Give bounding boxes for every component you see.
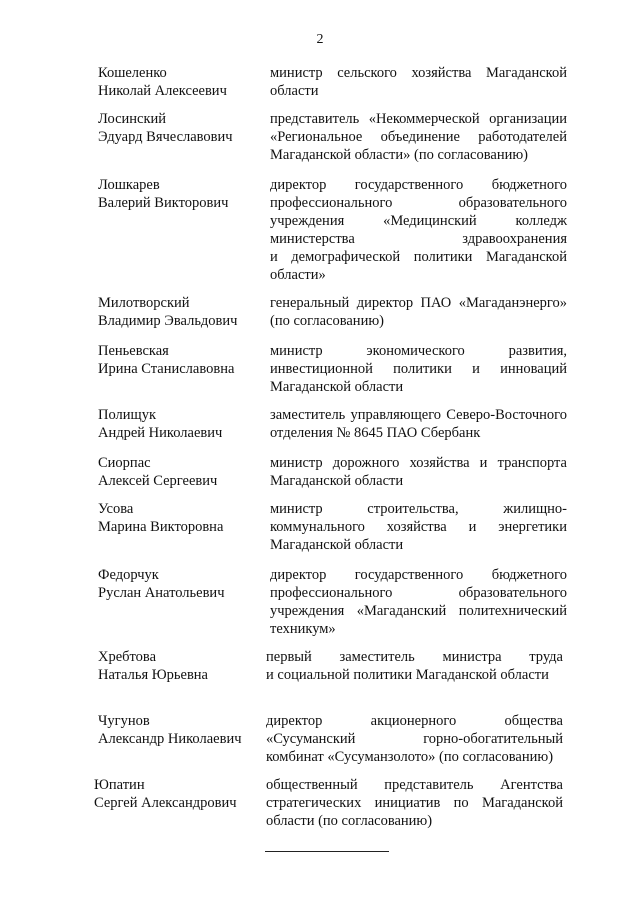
role-line: инвестиционной политики и инноваций: [270, 361, 567, 377]
member-name: [98, 176, 268, 212]
member-role: [270, 64, 567, 100]
member-role: [270, 454, 567, 490]
member-name: [98, 110, 268, 146]
member-given-name: Алексей Сергеевич: [98, 473, 218, 489]
role-line: Магаданской области» (по согласованию): [270, 147, 528, 163]
member-given-name: Андрей Николаевич: [98, 425, 223, 441]
member-surname: Лосинский: [98, 111, 167, 127]
member-surname: Хребтова: [98, 649, 157, 665]
member-given-name: Сергей Александрович: [94, 795, 237, 811]
role-line: министр сельского хозяйства Магаданской: [270, 65, 567, 81]
role-line: профессионального образовательного: [270, 195, 567, 211]
member-given-name: Валерий Викторович: [98, 195, 229, 211]
role-line: области»: [270, 267, 326, 283]
end-separator-line: [265, 851, 389, 852]
role-line: учреждения «Магаданский политехнический: [270, 603, 567, 619]
member-name: [98, 712, 268, 748]
member-role: [270, 406, 567, 442]
role-line: и демографической политики Магаданской: [270, 249, 567, 265]
member-role: [270, 294, 567, 330]
member-given-name: Руслан Анатольевич: [98, 585, 225, 601]
member-role: [270, 500, 567, 554]
member-surname: Чугунов: [98, 713, 150, 729]
member-given-name: Александр Николаевич: [98, 731, 242, 747]
role-line: представитель «Некоммерческой организации: [270, 111, 567, 127]
role-line: Магаданской области: [270, 379, 404, 395]
member-name: [98, 648, 268, 684]
role-line: Магаданской области: [270, 537, 404, 553]
member-name: [98, 566, 268, 602]
role-line: директор акционерного общества: [266, 713, 563, 729]
member-name: [94, 776, 264, 812]
member-role: [266, 712, 563, 766]
member-surname: Сиорпас: [98, 455, 151, 471]
member-name: [98, 64, 268, 100]
role-line: «Региональное объединение работодателей: [270, 129, 567, 145]
member-name: [98, 294, 268, 330]
role-line: стратегических инициатив по Магаданской: [266, 795, 563, 811]
member-name: [98, 500, 268, 536]
member-role: [266, 648, 563, 684]
role-line: отделения № 8645 ПАО Сбербанк: [270, 425, 481, 441]
member-name: [98, 454, 268, 490]
member-given-name: Эдуард Вячеславович: [98, 129, 233, 145]
role-line: области (по согласованию): [266, 813, 433, 829]
role-line: Магаданской области: [270, 473, 404, 489]
member-surname: Федорчук: [98, 567, 159, 583]
member-given-name: Ирина Станиславовна: [98, 361, 235, 377]
role-line: (по согласованию): [270, 313, 384, 329]
role-line: заместитель управляющего Северо-Восточного: [270, 407, 567, 423]
member-name: [98, 406, 268, 442]
member-given-name: Николай Алексеевич: [98, 83, 227, 99]
role-line: министр дорожного хозяйства и транспорта: [270, 455, 567, 471]
member-surname: Усова: [98, 501, 134, 517]
role-line: коммунального хозяйства и энергетики: [270, 519, 567, 535]
role-line: профессионального образовательного: [270, 585, 567, 601]
role-line: первый заместитель министра труда: [266, 649, 563, 665]
member-surname: Милотворский: [98, 295, 190, 311]
member-name: [98, 342, 268, 378]
member-role: [270, 342, 567, 396]
member-role: [270, 110, 567, 164]
role-line: министерства здравоохранения: [270, 231, 567, 247]
member-surname: Юпатин: [94, 777, 145, 793]
member-role: [266, 776, 563, 830]
member-given-name: Наталья Юрьевна: [98, 667, 208, 683]
member-surname: Лошкарев: [98, 177, 160, 193]
role-line: министр экономического развития,: [270, 343, 567, 359]
role-line: области: [270, 83, 319, 99]
role-line: «Сусуманский горно-обогатительный: [266, 731, 563, 747]
member-surname: Пеньевская: [98, 343, 169, 359]
role-line: комбинат «Сусуманзолото» (по согласованию): [266, 749, 554, 765]
member-given-name: Марина Викторовна: [98, 519, 224, 535]
role-line: и социальной политики Магаданской области: [266, 667, 549, 683]
role-line: учреждения «Медицинский колледж: [270, 213, 567, 229]
role-line: директор государственного бюджетного: [270, 177, 567, 193]
member-given-name: Владимир Эвальдович: [98, 313, 238, 329]
role-line: министр строительства, жилищно-: [270, 501, 567, 517]
page-number: 2: [316, 32, 324, 47]
member-surname: Полищук: [98, 407, 156, 423]
member-role: [270, 176, 567, 284]
role-line: генеральный директор ПАО «Магаданэнерго»: [270, 295, 567, 311]
member-role: [270, 566, 567, 638]
role-line: директор государственного бюджетного: [270, 567, 567, 583]
role-line: техникум»: [270, 621, 336, 637]
role-line: общественный представитель Агентства: [266, 777, 563, 793]
member-surname: Кошеленко: [98, 65, 167, 81]
